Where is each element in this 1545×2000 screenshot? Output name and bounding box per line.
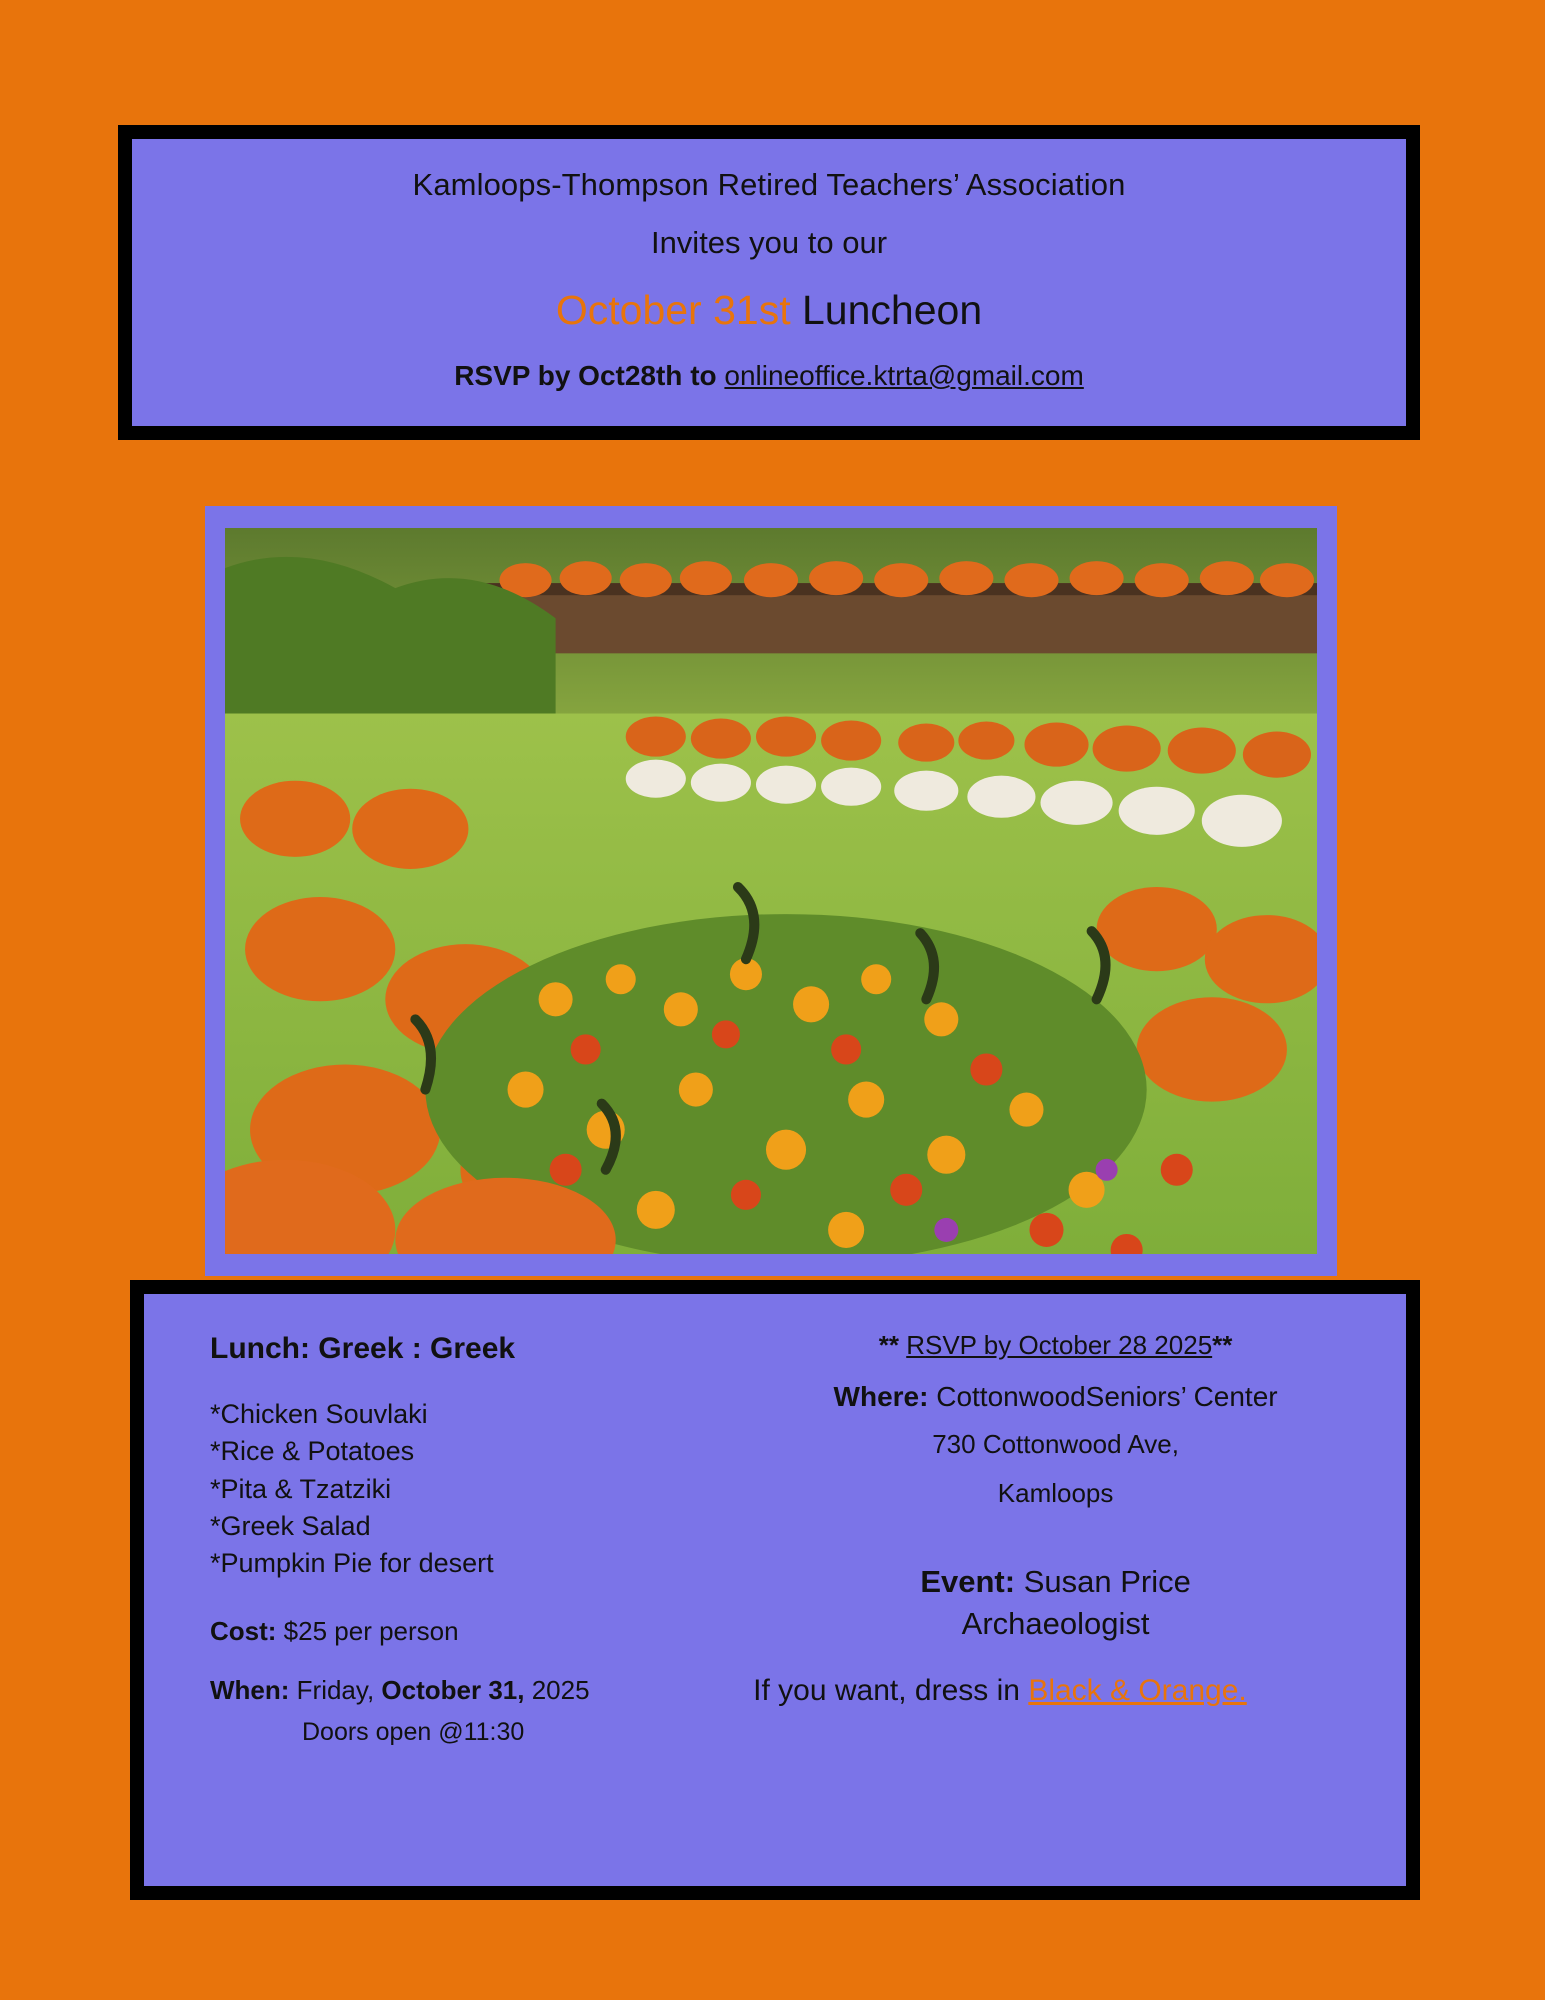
association-name: Kamloops-Thompson Retired Teachers’ Association (412, 167, 1126, 202)
cost-value: $25 per person (283, 1616, 459, 1647)
address-line-2: Kamloops (997, 1478, 1114, 1509)
rsvp-prefix: RSVP by Oct28th to (454, 360, 717, 391)
doors-open: Doors open @11:30 (302, 1718, 525, 1747)
where-value: CottonwoodSeniors’ Center (936, 1381, 1278, 1412)
menu-item: *Pumpkin Pie for desert (210, 1548, 494, 1578)
pumpkin-patch-photo (225, 528, 1317, 1254)
dress-highlight: Black & Orange. (1028, 1673, 1247, 1707)
menu-item: *Chicken Souvlaki (210, 1399, 428, 1429)
menu-item: *Rice & Potatoes (210, 1436, 415, 1467)
address-line-1: 730 Cottonwood Ave, (932, 1429, 1179, 1459)
rsvp-deadline (739, 1330, 1372, 1361)
menu-item: *Pita & Tzatziki (210, 1473, 392, 1504)
invite-line: Invites you to our (650, 225, 888, 260)
cost-label: Cost: (210, 1616, 277, 1647)
event-title-line (162, 287, 1376, 334)
rsvp-stars-left: ** (878, 1330, 907, 1360)
header-inner (132, 139, 1406, 426)
rsvp-line (162, 360, 1376, 392)
details-inner (144, 1294, 1406, 1886)
dress-prefix: If you want, dress in (753, 1673, 1029, 1707)
details-panel (130, 1280, 1420, 1900)
event-date: October 31st (555, 287, 791, 333)
when-label: When: (210, 1675, 290, 1706)
header-panel (118, 125, 1420, 440)
where-label: Where: (833, 1381, 929, 1412)
menu-item: *Greek Salad (210, 1510, 371, 1541)
menu-column (178, 1320, 739, 1860)
event-label: Event: (920, 1564, 1016, 1600)
event-speaker-line (739, 1561, 1372, 1645)
rsvp-deadline-text: RSVP by October 28 2025 (906, 1330, 1213, 1360)
when-year: 2025 (531, 1675, 590, 1706)
event-title: Luncheon (802, 287, 983, 333)
where-line (739, 1381, 1372, 1413)
rsvp-email-link[interactable]: onlineoffice.ktrta@gmail.com (724, 360, 1084, 391)
lunch-title: Lunch: Greek : Greek (210, 1332, 516, 1365)
photo-panel (205, 506, 1337, 1276)
event-speaker: Susan Price (1023, 1564, 1191, 1600)
event-role: Archaeologist (961, 1606, 1150, 1642)
when-line (210, 1675, 739, 1706)
cost-line (210, 1616, 739, 1647)
dress-code-line (739, 1671, 1372, 1710)
when-date: October 31, (381, 1675, 525, 1706)
venue-column (739, 1320, 1372, 1860)
when-day: Friday, (296, 1675, 375, 1706)
photo-illustration (225, 528, 1317, 1254)
rsvp-stars-right: ** (1212, 1330, 1233, 1360)
